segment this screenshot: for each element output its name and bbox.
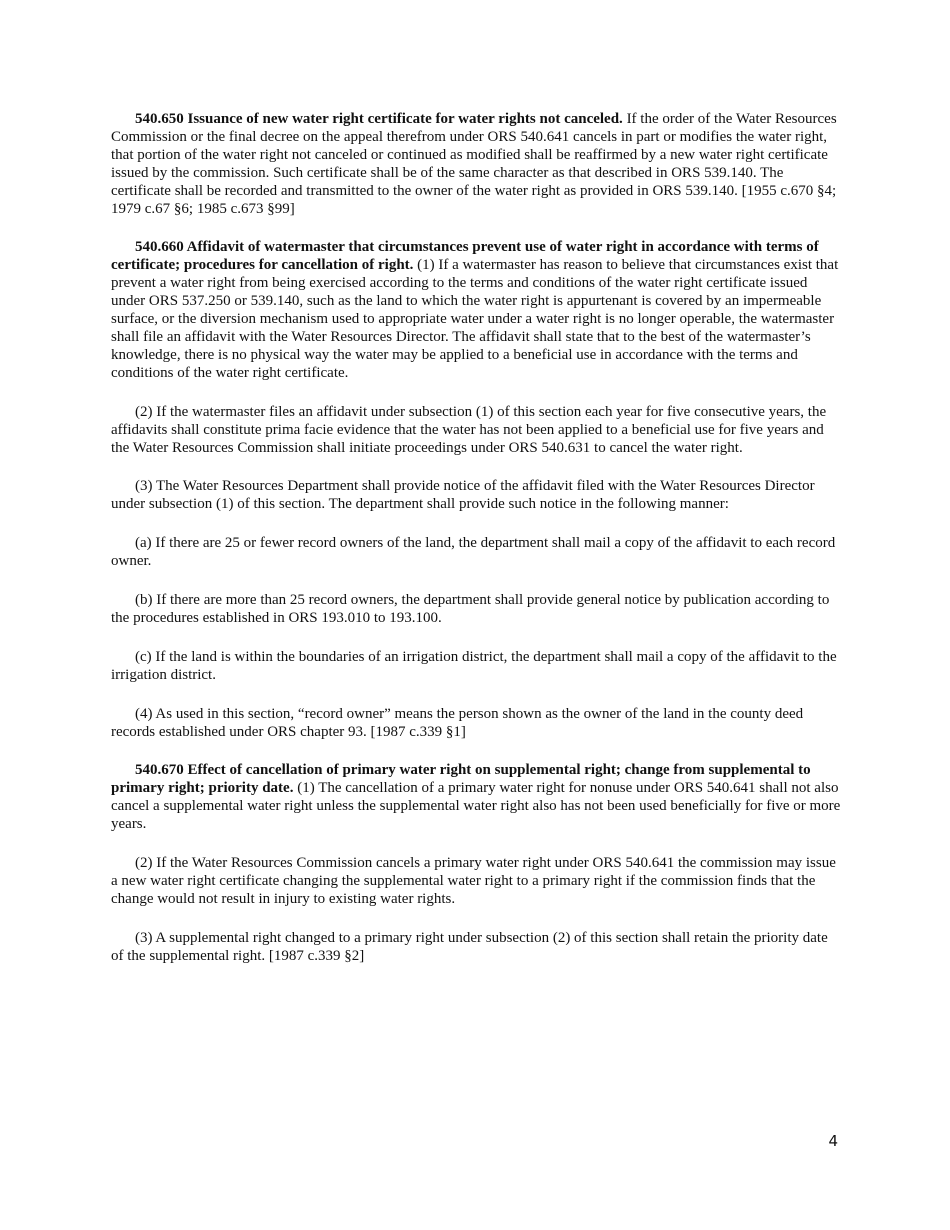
subsection-paragraph: (b) If there are more than 25 record owners, the department shall provide general notice by publication according to the procedures established in ORS 193.010 to 193.100.: [111, 592, 830, 626]
section-body: (1) If a watermaster has reason to believe that circumstances exist that prevent a water right from being exercised according to the terms and conditions of the water right certificate issued under ORS 537.250 or 539.140, such as the land to which the water right is appurtenant is covered by an impermeable surface, or the diversion mechanism used to appropriate water under a water right is no longer operable, the watermaster shall file an affidavit with the Water Resources Director. The affidavit shall state that to the best of the watermaster’s knowledge, there is no physical way the water may be applied to a beneficial use in accordance with the terms and conditions of the water right certificate.: [111, 257, 839, 381]
section-540-650: [111, 111, 841, 218]
subsection-paragraph: (3) The Water Resources Department shall provide notice of the affidavit filed with the Water Resources Director under subsection (1) of this section. The department shall provide such notice in the following manner:: [111, 478, 815, 513]
section-540-660: [111, 239, 841, 382]
subsection-paragraph: (2) If the Water Resources Commission cancels a primary water right under ORS 540.641 the commission may issue a new water right certificate changing the supplemental water right to a primary right if the commission finds that the change would not result in injury to existing water rights.: [111, 855, 836, 907]
subsection-paragraph: (a) If there are 25 or fewer record owners of the land, the department shall mail a copy of the affidavit to each record owner.: [111, 535, 836, 570]
document-page: [111, 111, 841, 966]
subsection-paragraph: (3) A supplemental right changed to a primary right under subsection (2) of this section shall retain the priority date of the supplemental right. [1987 c.339 §2]: [111, 929, 828, 964]
subsection-paragraph: (4) As used in this section, “record owner” means the person shown as the owner of the land in the county deed records established under ORS chapter 93. [1987 c.339 §1]: [111, 705, 804, 740]
section-540-670: [111, 762, 841, 834]
section-heading: 540.650 Issuance of new water right certificate for water rights not canceled.: [135, 111, 623, 127]
section-body: If the order of the Water Resources Commission or the final decree on the appeal therefrom under ORS 540.641 cancels in part or modifies the water right, that portion of the water right not canceled or continued as modified shall be reaffirmed by a new water right certificate issued by the commission. Such certificate shall be of the same character as that described in ORS 539.140. The certificate shall be recorded and transmitted to the owner of the water right as provided in ORS 539.140. [1955 c.670 §4; 1979 c.67 §6; 1985 c.673 §99]: [111, 111, 837, 217]
subsection-paragraph: (c) If the land is within the boundaries of an irrigation district, the department shall mail a copy of the affidavit to the irrigation district.: [111, 648, 837, 683]
subsection-paragraph: (2) If the watermaster files an affidavit under subsection (1) of this section each year for five consecutive years, the affidavits shall constitute prima facie evidence that the water has not been applied to a beneficial use for five years and the Water Resources Commission shall initiate proceedings under ORS 540.631 to cancel the water right.: [111, 403, 827, 456]
page-number: 4: [828, 1132, 838, 1150]
section-body: (1) The cancellation of a primary water right for nonuse under ORS 540.641 shall not also cancel a supplemental water right unless the supplemental water right also has not been used beneficially for five or more years.: [111, 780, 841, 833]
section-heading: 540.670 Effect of cancellation of primary water right on supplemental right; change from supplemental to primary right; priority date.: [111, 762, 811, 797]
section-heading: 540.660 Affidavit of watermaster that circumstances prevent use of water right in accordance with terms of certificate; procedures for cancellation of right.: [111, 239, 819, 274]
